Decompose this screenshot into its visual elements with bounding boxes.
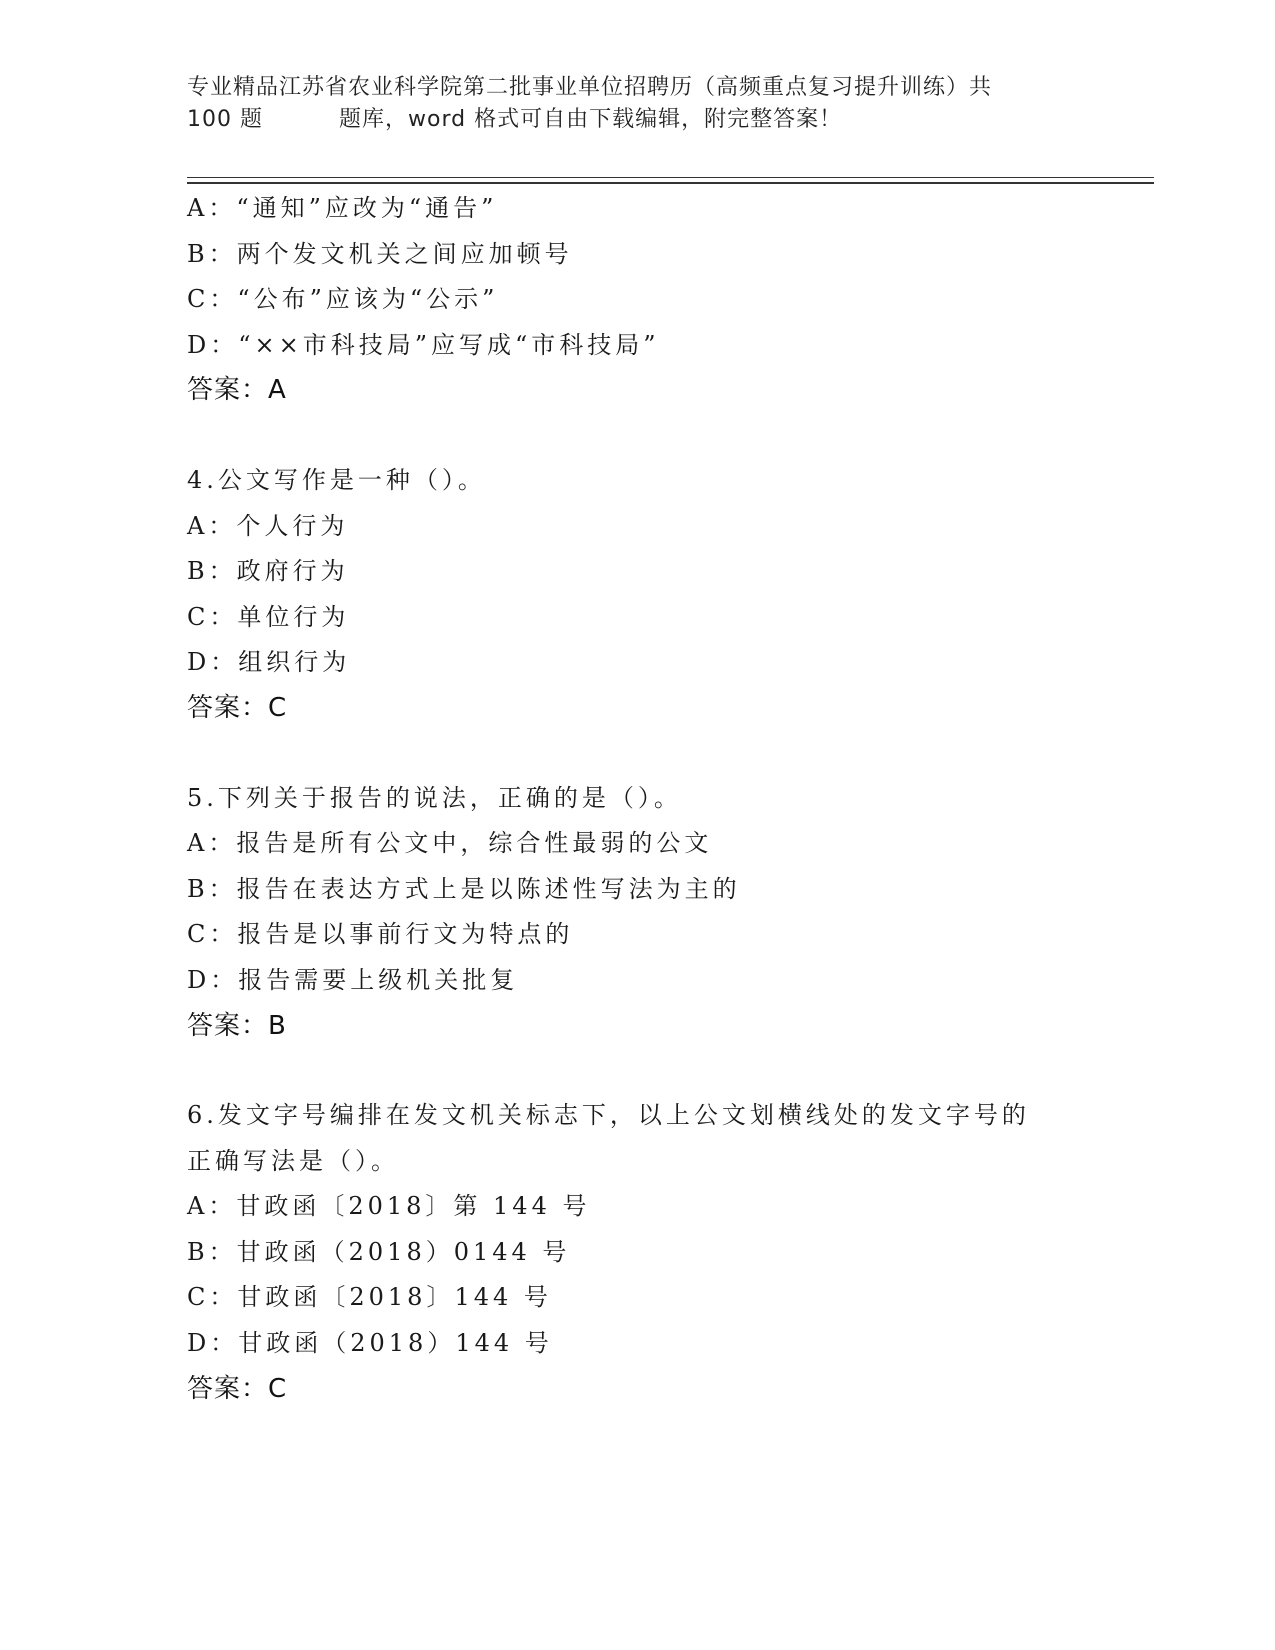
question-4 [187, 458, 1087, 732]
header-line-1: 专业精品江苏省农业科学院第二批事业单位招聘历（高频重点复习提升训练）共 [187, 75, 993, 100]
question-stem-line-1: 6.发文字号编排在发文机关标志下，以上公文划横线处的发文字号的 [187, 1101, 1030, 1130]
header-count: 100 题 [187, 107, 263, 132]
option-a: A：“通知”应改为“通告” [187, 194, 498, 222]
option-b: B：两个发文机关之间应加顿号 [187, 239, 573, 268]
option-a: A：甘政函〔2018〕第 144 号 [187, 1192, 591, 1221]
answer-line: 答案：A [187, 375, 287, 406]
header-line-2 [187, 104, 1067, 136]
option-a: A：报告是所有公文中，综合性最弱的公文 [187, 829, 713, 858]
question-6 [187, 1093, 1087, 1412]
option-c: C：单位行为 [187, 602, 350, 631]
option-b: B：报告在表达方式上是以陈述性写法为主的 [187, 874, 741, 903]
option-c: C：报告是以事前行文为特点的 [187, 920, 574, 949]
answer-line: 答案：B [187, 1010, 287, 1041]
question-stem: 5.下列关于报告的说法，正确的是（）。 [187, 783, 682, 812]
option-c: C：甘政函〔2018〕144 号 [187, 1283, 552, 1312]
option-d: D：“××市科技局”应写成“市科技局” [187, 330, 660, 359]
answer-line: 答案：C [187, 692, 288, 723]
answer-line: 答案：C [187, 1373, 288, 1404]
option-a: A：个人行为 [187, 511, 349, 540]
header-divider-thick [187, 182, 1154, 184]
header-divider-thin [187, 177, 1154, 178]
option-b: B：甘政函（2018）0144 号 [187, 1237, 571, 1266]
option-d: D：甘政函（2018）144 号 [187, 1329, 553, 1358]
question-5 [187, 776, 1087, 1050]
question-stem-line-2: 正确写法是（）。 [187, 1146, 399, 1175]
document-header [187, 72, 1067, 136]
option-d: D：报告需要上级机关批复 [187, 965, 519, 994]
question-3 [187, 186, 1087, 414]
option-c: C：“公布”应该为“公示” [187, 285, 499, 314]
question-stem: 4.公文写作是一种（）。 [187, 465, 486, 494]
option-d: D：组织行为 [187, 648, 351, 677]
header-description: 题库，word 格式可自由下载编辑，附完整答案！ [339, 107, 843, 132]
option-b: B：政府行为 [187, 557, 349, 586]
question-list [187, 186, 1087, 1412]
